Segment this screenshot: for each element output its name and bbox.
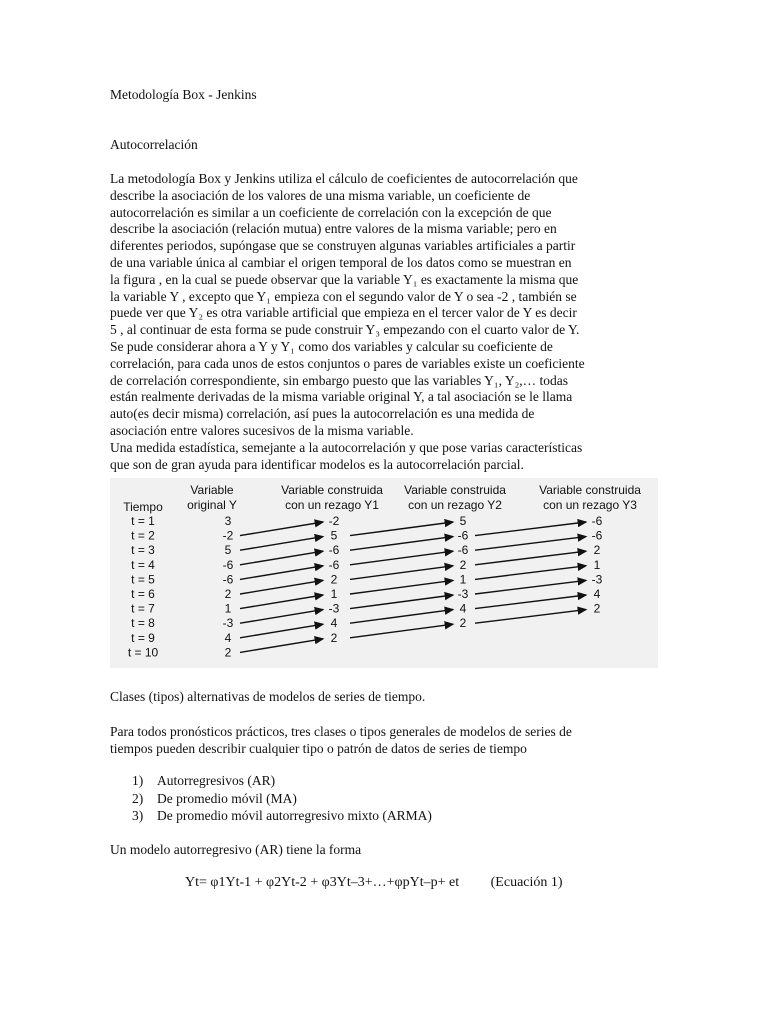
paragraph-line: auto(es decir misma) correlación, así pues la autocorrelación es una medida de bbox=[110, 406, 535, 422]
header-y-line2: original Y bbox=[187, 498, 237, 512]
shift-arrow bbox=[240, 537, 323, 551]
header-y2-line2: con un rezago Y2 bbox=[408, 498, 502, 512]
value-y: 5 bbox=[224, 543, 232, 558]
value-y2: -6 bbox=[457, 528, 469, 543]
value-y2: -3 bbox=[457, 587, 469, 601]
paragraph-line: Para todos pronósticos prácticos, tres clases o tipos generales de modelos de series de bbox=[110, 724, 572, 739]
paragraph-line: Una medida estadística, semejante a la autocorrelación y que pose varias características bbox=[110, 440, 583, 455]
value-y2: 2 bbox=[459, 616, 467, 631]
header-y1-line2: con un rezago Y1 bbox=[285, 498, 379, 512]
value-y3: 2 bbox=[593, 543, 601, 558]
time-label: t = 8 bbox=[131, 616, 155, 631]
shift-arrow bbox=[475, 551, 586, 565]
list-item-number: 2) bbox=[132, 790, 144, 806]
document-title: Metodología Box - Jenkins bbox=[110, 87, 257, 102]
shift-arrow bbox=[240, 624, 323, 638]
paragraph-line: que son de gran ayuda para identificar modelos es la autocorrelación parcial. bbox=[110, 456, 524, 472]
shift-arrow bbox=[240, 551, 323, 565]
shift-arrow bbox=[350, 624, 453, 638]
paragraph-line: tiempos pueden describir cualquier tipo o patrón de datos de series de tiempo bbox=[110, 740, 527, 756]
classes-heading: Clases (tipos) alternativas de modelos de series de tiempo. bbox=[110, 689, 426, 704]
value-y2: 5 bbox=[459, 514, 467, 528]
equation-label: (Ecuación 1) bbox=[490, 875, 563, 890]
shift-arrow bbox=[350, 580, 453, 594]
value-y3: -6 bbox=[591, 528, 603, 543]
partial-autocorrelation-paragraph bbox=[110, 440, 662, 474]
paragraph-line: la figura , en la cual se puede observar que la variable Y₁ es exactamente la misma que bbox=[110, 271, 579, 287]
shift-arrow bbox=[350, 566, 453, 580]
paragraph-line: La metodología Box y Jenkins utiliza el cálculo de coeficientes de autocorrelación que bbox=[110, 171, 578, 186]
lag-table-svg bbox=[110, 478, 658, 668]
paragraph-line: de una variable única al cambiar el origen temporal de los datos como se muestran en bbox=[110, 254, 572, 270]
shift-arrow bbox=[240, 595, 323, 609]
value-y: 3 bbox=[224, 514, 232, 528]
value-y1: 5 bbox=[330, 528, 338, 543]
model-types-paragraph bbox=[110, 724, 662, 758]
list-item-text: De promedio móvil autorregresivo mixto (ARMA) bbox=[157, 808, 432, 823]
time-label: t = 5 bbox=[131, 572, 155, 587]
value-y2: 1 bbox=[459, 572, 467, 587]
paragraph-line: correlación, para cada unos de estos conjuntos o pares de variables existe un coeficiente bbox=[110, 355, 585, 371]
paragraph-line: están realmente derivadas de la misma variable original Y, a tal asociación se le llama bbox=[110, 389, 573, 405]
list-item bbox=[132, 772, 432, 790]
paragraph-line: 5 , al continuar de esta forma se pude construir Y₃ empezando con el cuarto valor de Y. bbox=[110, 322, 580, 338]
shift-arrow bbox=[240, 610, 323, 624]
shift-arrow bbox=[475, 580, 586, 594]
shift-arrow bbox=[240, 580, 323, 594]
list-item-text: Autorregresivos (AR) bbox=[157, 773, 276, 788]
paragraph-line: describe la asociación (relación mutua) entre valores de la misma variable; pero en bbox=[110, 221, 557, 237]
value-y3: 1 bbox=[593, 557, 601, 572]
list-item bbox=[132, 790, 432, 808]
paragraph-line: puede ver que Y₂ es otra variable artificial que empieza en el tercer valor de Y es decir bbox=[110, 305, 577, 321]
equation-lhs: Yt= bbox=[185, 875, 207, 890]
value-y: 1 bbox=[224, 601, 232, 616]
list-item-number: 1) bbox=[132, 773, 144, 788]
paragraph-line: autocorrelación es similar a un coeficiente de correlación con la excepción de que bbox=[110, 204, 552, 220]
shift-arrow bbox=[240, 566, 323, 580]
shift-arrow bbox=[350, 595, 453, 609]
shift-arrow bbox=[350, 551, 453, 565]
value-y3: 4 bbox=[593, 587, 601, 601]
header-y-line1: Variable bbox=[190, 483, 234, 497]
model-types-list bbox=[132, 772, 432, 825]
paragraph-line: asociación entre valores sucesivos de la misma variable. bbox=[110, 422, 414, 438]
value-y1: -6 bbox=[328, 557, 340, 572]
shift-arrow bbox=[240, 639, 323, 653]
value-y2: 2 bbox=[459, 557, 467, 572]
value-y3: -6 bbox=[591, 514, 603, 528]
time-label: t = 3 bbox=[131, 543, 155, 558]
shift-arrow bbox=[475, 537, 586, 551]
paragraph-line: Se pude considerar ahora a Y y Y₁ como dos variables y calcular su coeficiente de bbox=[110, 338, 553, 354]
shift-arrow bbox=[475, 595, 586, 609]
value-y: -2 bbox=[222, 528, 234, 543]
header-y3-line2: con un rezago Y3 bbox=[543, 498, 637, 512]
value-y2: -6 bbox=[457, 543, 469, 558]
value-y1: 2 bbox=[330, 572, 338, 587]
shift-arrow bbox=[350, 522, 453, 536]
value-y: -6 bbox=[222, 572, 234, 587]
section-heading: Autocorrelación bbox=[110, 137, 198, 152]
paragraph-line: de correlación correspondiente, sin embargo puesto que las variables Y₁, Y₂,… todas bbox=[110, 372, 569, 388]
list-item-number: 3) bbox=[132, 808, 144, 823]
header-tiempo: Tiempo bbox=[123, 500, 163, 514]
lag-variables-figure bbox=[110, 478, 658, 668]
value-y1: -6 bbox=[328, 543, 340, 558]
value-y: -3 bbox=[222, 616, 234, 631]
ar-intro: Un modelo autorregresivo (AR) tiene la forma bbox=[110, 842, 362, 857]
value-y3: 2 bbox=[593, 601, 601, 616]
time-label: t = 7 bbox=[131, 601, 155, 616]
value-y1: 2 bbox=[330, 630, 338, 645]
value-y2: 4 bbox=[459, 601, 467, 616]
value-y1: 4 bbox=[330, 616, 338, 631]
paragraph-line: describe la asociación de los valores de una misma variable, un coeficiente de bbox=[110, 187, 531, 203]
time-label: t = 9 bbox=[131, 630, 155, 645]
value-y: -6 bbox=[222, 557, 234, 572]
header-y3-line1: Variable construida bbox=[539, 483, 641, 497]
value-y: 2 bbox=[224, 587, 232, 601]
shift-arrow bbox=[240, 522, 323, 536]
header-y1-line1: Variable construida bbox=[281, 483, 383, 497]
header-y2-line1: Variable construida bbox=[404, 483, 506, 497]
time-label: t = 10 bbox=[127, 645, 159, 660]
value-y1: -2 bbox=[328, 514, 340, 528]
value-y: 2 bbox=[224, 645, 232, 660]
value-y1: -3 bbox=[328, 601, 340, 616]
value-y1: 1 bbox=[330, 587, 338, 601]
equation-rhs: φ1Yt-1 + φ2Yt-2 + φ3Yt–3+…+φpYt–p+ et bbox=[210, 875, 460, 890]
value-y: 4 bbox=[224, 630, 232, 645]
paragraph-line: diferentes periodos, supóngase que se construyen algunas variables artificiales a partir bbox=[110, 238, 576, 254]
time-label: t = 2 bbox=[131, 528, 155, 543]
shift-arrow bbox=[350, 610, 453, 624]
shift-arrow bbox=[350, 537, 453, 551]
time-label: t = 1 bbox=[131, 514, 155, 528]
ar-equation bbox=[185, 875, 563, 891]
list-item bbox=[132, 807, 432, 825]
shift-arrow bbox=[475, 522, 586, 536]
paragraph-line: la variable Y , excepto que Y₁ empieza con el segundo valor de Y o sea -2 , también se bbox=[110, 288, 577, 304]
value-y3: -3 bbox=[591, 572, 603, 587]
shift-arrow bbox=[475, 566, 586, 580]
time-label: t = 4 bbox=[131, 557, 155, 572]
shift-arrow bbox=[475, 610, 586, 624]
autocorrelation-paragraph bbox=[110, 171, 662, 440]
list-item-text: De promedio móvil (MA) bbox=[157, 790, 297, 806]
time-label: t = 6 bbox=[131, 587, 155, 601]
